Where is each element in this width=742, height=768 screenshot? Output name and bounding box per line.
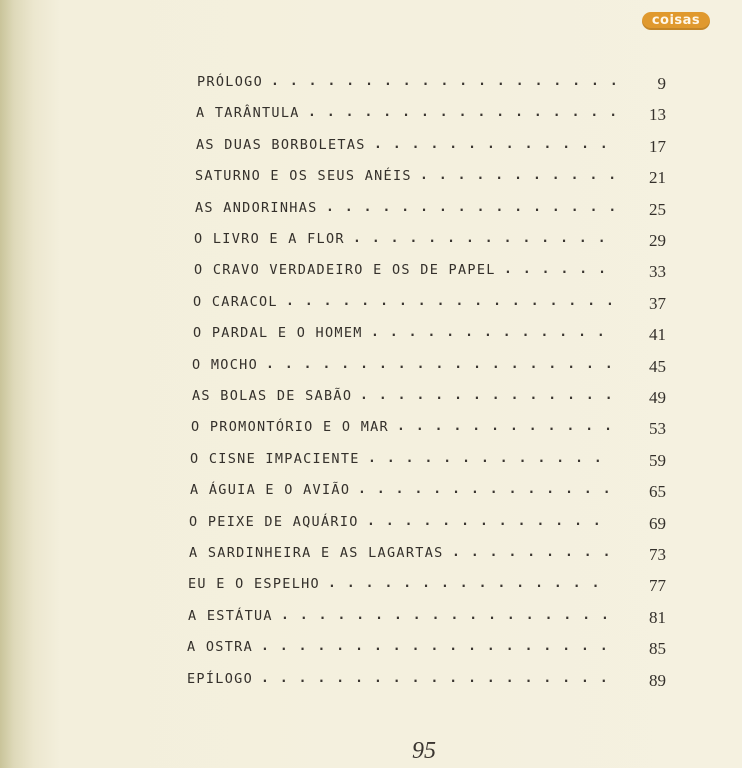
dot-leader: ..................	[286, 294, 625, 309]
dot-leader: ..............	[358, 482, 622, 497]
toc-entry-page-number: 53	[649, 419, 666, 438]
toc-entry-page-number: 65	[649, 482, 666, 501]
toc-entry-page-number: 49	[649, 388, 666, 407]
toc-entry-title: A TARÂNTULA	[196, 105, 300, 121]
toc-entry	[190, 449, 666, 471]
toc-entry-title: AS DUAS BORBOLETAS	[196, 137, 366, 153]
toc-entry	[192, 386, 666, 408]
toc-entry	[191, 417, 666, 439]
toc-entry-title: AS ANDORINHAS	[195, 200, 318, 216]
toc-entry-page-number: 89	[649, 671, 666, 690]
toc-entry-page-number: 73	[649, 545, 666, 564]
toc-entry-title: AS BOLAS DE SABÃO	[192, 388, 353, 404]
toc-entry-title: O PARDAL E O HOMEM	[193, 325, 363, 341]
dot-leader: .............	[367, 514, 612, 529]
toc-entry	[190, 480, 666, 502]
toc-entry-title: EPÍLOGO	[187, 671, 253, 687]
toc-entry-title: O MOCHO	[192, 357, 258, 373]
toc-entry-title: O CRAVO VERDADEIRO E OS DE PAPEL	[194, 262, 496, 278]
toc-entry	[189, 543, 666, 565]
toc-entry-page-number: 69	[649, 514, 666, 533]
toc-entry-page-number: 41	[649, 325, 666, 344]
toc-entry-page-number: 21	[649, 168, 666, 187]
toc-entry	[187, 637, 666, 659]
toc-entry	[196, 103, 666, 125]
toc-entry-page-number: 45	[649, 357, 666, 376]
toc-entry-page-number: 59	[649, 451, 666, 470]
toc-entry-page-number: 13	[649, 105, 666, 124]
toc-entry-page-number: 17	[649, 137, 666, 156]
dot-leader: ...................	[266, 357, 624, 372]
dot-leader: .............	[371, 325, 616, 340]
dot-leader: ..................	[281, 608, 620, 623]
dot-leader: ...................	[271, 74, 629, 89]
toc-entry	[188, 606, 666, 628]
dot-leader: ...............	[328, 576, 611, 591]
toc-entry	[195, 166, 666, 188]
dot-leader: ..............	[360, 388, 624, 403]
toc-entry	[194, 260, 666, 282]
toc-entry	[197, 72, 666, 94]
toc-entry-title: O CARACOL	[193, 294, 278, 310]
toc-entry-title: A ÁGUIA E O AVIÃO	[190, 482, 351, 498]
toc-entry	[193, 292, 666, 314]
toc-entry-title: EU E O ESPELHO	[188, 576, 320, 592]
watermark-logo: coisas	[642, 12, 710, 30]
dot-leader: ...................	[261, 639, 619, 654]
dot-leader: ................	[326, 200, 628, 215]
toc-entry	[194, 229, 666, 251]
toc-entry-page-number: 29	[649, 231, 666, 250]
toc-entry	[193, 323, 666, 345]
dot-leader: ..............	[353, 231, 617, 246]
toc-entry-title: O PROMONTÓRIO E O MAR	[191, 419, 389, 435]
toc-entry	[196, 135, 666, 157]
toc-entry-page-number: 77	[649, 576, 666, 595]
toc-entry	[192, 355, 666, 377]
dot-leader: .................	[308, 105, 629, 120]
dot-leader: ............	[397, 419, 623, 434]
dot-leader: .............	[374, 137, 619, 152]
toc-entry-page-number: 9	[657, 74, 666, 93]
dot-leader: .........	[452, 545, 622, 560]
toc-entry-title: SATURNO E OS SEUS ANÉIS	[195, 168, 412, 184]
toc-entry-title: O PEIXE DE AQUÁRIO	[189, 514, 359, 530]
toc-entry-page-number: 33	[649, 262, 666, 281]
dot-leader: ...........	[420, 168, 628, 183]
toc-entry-page-number: 37	[649, 294, 666, 313]
dot-leader: ...................	[261, 671, 619, 686]
toc-entry-title: PRÓLOGO	[197, 74, 263, 90]
toc-entry-title: A SARDINHEIRA E AS LAGARTAS	[189, 545, 444, 561]
toc-entry-page-number: 81	[649, 608, 666, 627]
dot-leader: ......	[504, 262, 617, 277]
toc-entry-title: O LIVRO E A FLOR	[194, 231, 345, 247]
toc-entry-page-number: 25	[649, 200, 666, 219]
page-number: 95	[412, 738, 436, 764]
toc-entry-title: A OSTRA	[187, 639, 253, 655]
toc-entry	[189, 512, 666, 534]
toc-entry-page-number: 85	[649, 639, 666, 658]
toc-entry	[195, 198, 666, 220]
toc-entry-title: A ESTÁTUA	[188, 608, 273, 624]
toc-entry	[188, 574, 666, 596]
dot-leader: .............	[368, 451, 613, 466]
toc-entry	[187, 669, 666, 691]
toc-entry-title: O CISNE IMPACIENTE	[190, 451, 360, 467]
